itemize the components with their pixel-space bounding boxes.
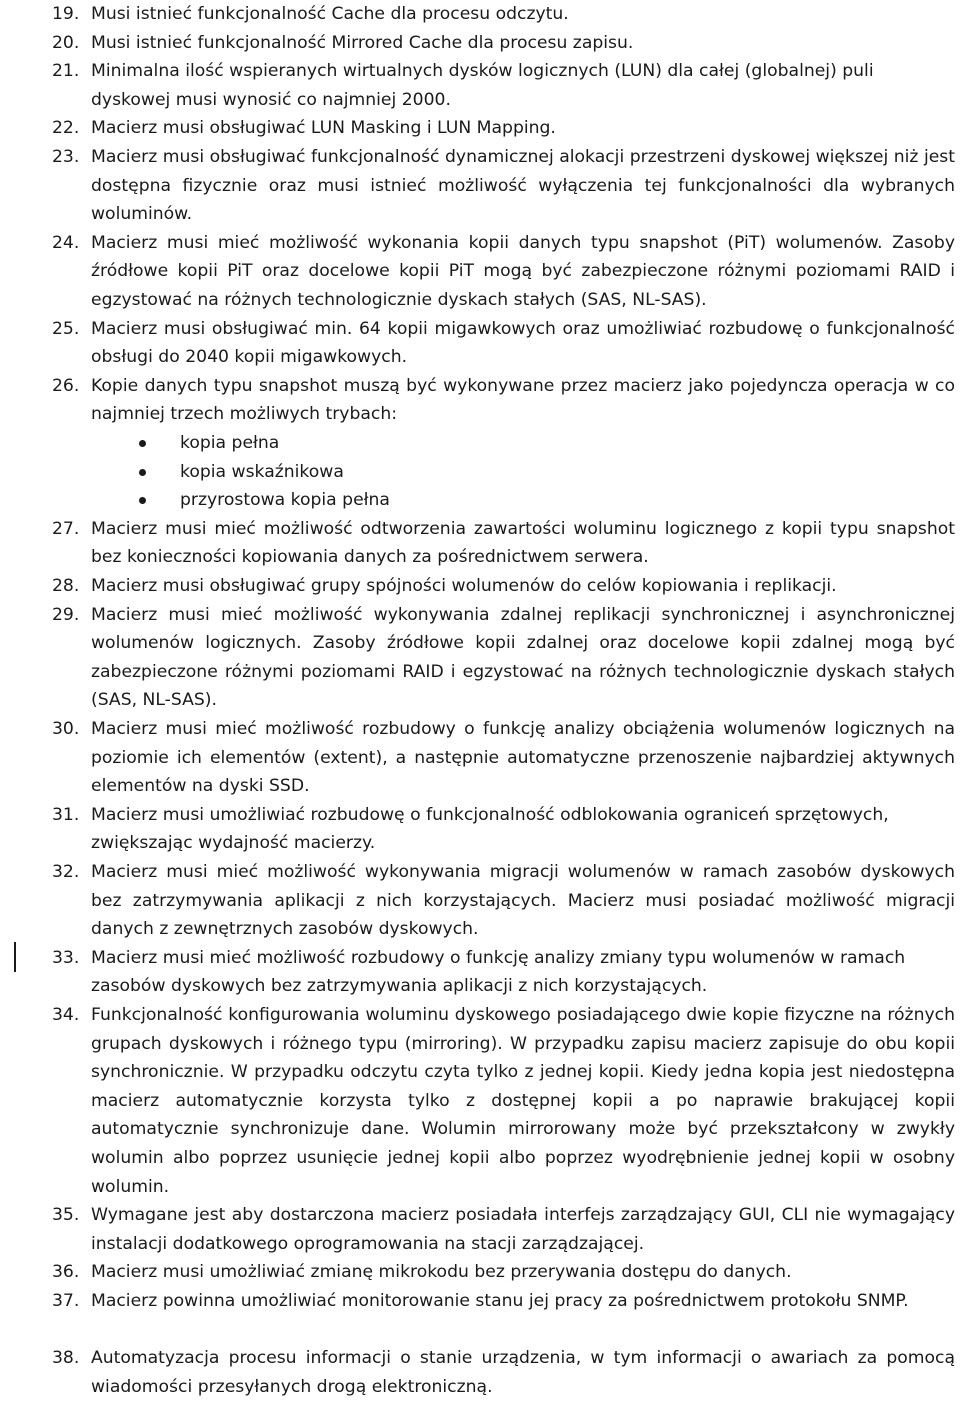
item-text: Macierz musi obsługiwać funkcjonalność dynamicznej alokacji przestrzeni dyskowej większej niż jest dostępna fizycznie oraz musi istnieć możliwość wyłączenia tej funkcjonalności dla wybranych woluminów. xyxy=(91,147,955,225)
item-text: Macierz powinna umożliwiać monitorowanie stanu jej pracy za pośrednictwem protokołu SNMP. xyxy=(91,1291,909,1311)
bullet-item xyxy=(0,458,960,487)
item-text: Minimalna ilość wspieranych wirtualnych dysków logicznych (LUN) dla całej (globalnej) puli dyskowej musi wynosić co najmniej 2000. xyxy=(91,61,874,110)
bullet-icon xyxy=(139,469,146,476)
item-number: 35. xyxy=(52,1205,80,1226)
item-text: Macierz musi mieć możliwość wykonywania migracji wolumenów w ramach zasobów dyskowych bez zatrzymywania aplikacji z nich korzystających. Macierz musi posiadać możliwość migracji danych z zewnętrznych zasobów dyskowych. xyxy=(91,862,955,940)
item-text: Automatyzacja procesu informacji o stanie urządzenia, w tym informacji o awariach za pomocą wiadomości przesyłanych drogą elektroniczną. xyxy=(91,1348,955,1397)
item-text: Macierz musi obsługiwać LUN Masking i LUN Mapping. xyxy=(91,118,556,139)
item-number: 26. xyxy=(52,375,80,396)
item-text: Macierz musi umożliwiać rozbudowę o funkcjonalność odblokowania ograniceń sprzętowych, zwiększając wydajność macierzy. xyxy=(91,804,889,854)
item-number: 24. xyxy=(52,232,80,253)
bullet-text: kopia pełna xyxy=(180,433,280,453)
bullet-icon xyxy=(139,497,146,504)
item-number: 30. xyxy=(52,719,80,739)
item-text: Musi istnieć funkcjonalność Mirrored Cache dla procesu zapisu. xyxy=(91,32,634,53)
item-number: 27. xyxy=(52,518,80,539)
bullet-item xyxy=(0,486,960,515)
item-text: Macierz musi mieć możliwość wykonywania zdalnej replikacji synchronicznej i asynchronicznej wolumenów logicznych. Zasoby źródłowe kopii zdalnej oraz docelowe kopii zdalnej mogą być zabezpieczone różnymi poziomami RAID i egzystować na różnych technologicznie dyskach stałych (SAS, NL-SAS). xyxy=(91,604,955,711)
item-text: Macierz musi mieć możliwość odtworzenia zawartości woluminu logicznego z kopii typu snapshot bez konieczności kopiowania danych za pośrednictwem serwera. xyxy=(91,518,955,568)
change-bar xyxy=(14,942,16,972)
item-number: 22. xyxy=(52,118,80,139)
item-text: Musi istnieć funkcjonalność Cache dla procesu odczytu. xyxy=(91,4,569,24)
bullet-text: przyrostowa kopia pełna xyxy=(180,490,390,511)
item-number: 19. xyxy=(52,4,80,24)
item-number: 38. xyxy=(52,1348,80,1369)
item-number: 20. xyxy=(52,32,80,53)
item-text: Macierz musi mieć możliwość rozbudowy o funkcję analizy zmiany typu wolumenów w ramach zasobów dyskowych bez zatrzymywania aplikacji z nich korzystających. xyxy=(91,947,906,997)
item-number: 25. xyxy=(52,318,80,339)
item-text: Macierz musi mieć możliwość wykonania kopii danych typu snapshot (PiT) wolumenów. Zasoby źródłowe kopii PiT oraz docelowe kopii PiT mogą być zabezpieczone różnymi poziomami RAID i egzystować na różnych technologicznie dyskach stałych (SAS, NL-SAS). xyxy=(91,232,955,310)
item-text: Wymagane jest aby dostarczona macierz posiadała interfejs zarządzający GUI, CLI nie wymagający instalacji dodatkowego oprogramowania na stacji zarządzającej. xyxy=(91,1205,955,1254)
bullet-text: kopia wskaźnikowa xyxy=(180,461,344,482)
item-text: Macierz musi umożliwiać zmianę mikrokodu bez przerywania dostępu do danych. xyxy=(91,1262,792,1283)
item-number: 28. xyxy=(52,576,80,596)
item-number: 32. xyxy=(52,862,80,882)
item-text: Macierz musi obsługiwać min. 64 kopii migawkowych oraz umożliwiać rozbudowę o funkcjonalność obsługi do 2040 kopii migawkowych. xyxy=(91,318,955,368)
item-number: 36. xyxy=(52,1262,80,1283)
item-number: 31. xyxy=(52,804,80,825)
item-text: Kopie danych typu snapshot muszą być wykonywane przez macierz jako pojedyncza operacja w co najmniej trzech możliwych trybach: xyxy=(91,375,955,425)
item-text: Macierz musi mieć możliwość rozbudowy o funkcję analizy obciążenia wolumenów logicznych na poziomie ich elementów (extent), a następnie automatyczne przenoszenie najbardziej aktywnych elementów na dyski SSD. xyxy=(91,719,955,797)
item-text: Macierz musi obsługiwać grupy spójności wolumenów do celów kopiowania i replikacji. xyxy=(91,576,837,596)
item-number: 23. xyxy=(52,147,80,167)
item-number: 37. xyxy=(52,1291,80,1311)
bullet-icon xyxy=(139,440,146,447)
bullet-item xyxy=(0,429,960,458)
item-number: 21. xyxy=(52,61,80,82)
item-number: 29. xyxy=(52,604,80,625)
item-text: Funkcjonalność konfigurowania woluminu dyskowego posiadającego dwie kopie fizyczne na różnych grupach dyskowych i różnego typu (mirroring). W przypadku zapisu macierz zapisuje do obu kopii synchronicznie. W przypadku odczytu czyta tylko z jednej kopii. Kiedy jedna kopia jest niedostępna macierz automatycznie korzysta tylko z dostępnej kopii a po naprawie brakującej kopii automatycznie synchronizuje dane. Wolumin mirrorowany może być przekształcony w zwykły wolumin albo poprzez usunięcie jednej kopii albo poprzez wyodrębnienie jednej kopii w osobny wolumin. xyxy=(91,1005,955,1197)
item-number: 33. xyxy=(52,947,80,968)
item-number: 34. xyxy=(52,1005,80,1025)
